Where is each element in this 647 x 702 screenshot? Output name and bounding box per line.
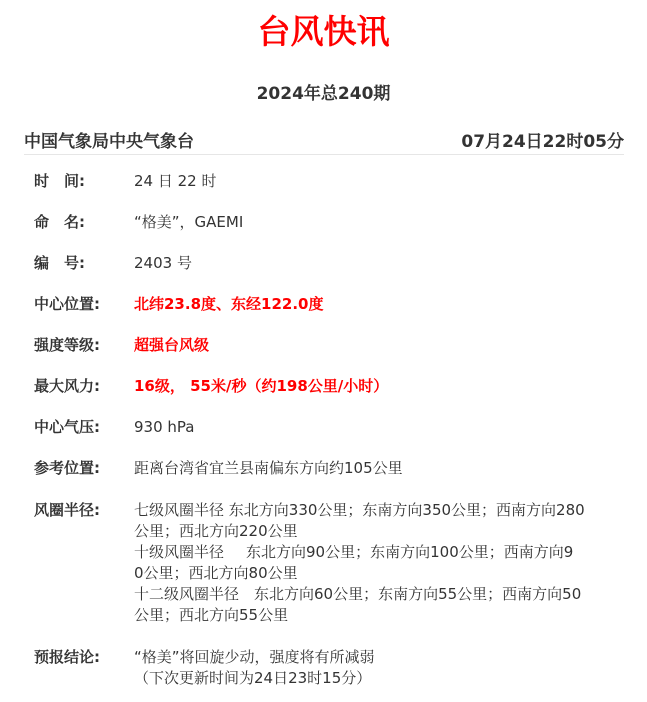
field-number bbox=[34, 253, 614, 274]
field-name bbox=[34, 212, 614, 233]
wind-radius-level-10-values: 东北方向90公里；东南方向100公里；西南方向9 bbox=[246, 543, 574, 561]
wind-radius-level-10: 十级风圈半径 bbox=[134, 543, 225, 561]
field-max-wind bbox=[34, 376, 614, 397]
field-wind-radius-label: 风圈半径: bbox=[34, 501, 100, 519]
field-center-label: 中心位置: bbox=[34, 295, 100, 313]
field-ref-position bbox=[34, 458, 614, 479]
forecast-text: “格美”将回旋少动，强度将有所减弱 bbox=[134, 648, 375, 666]
field-intensity bbox=[34, 335, 614, 356]
wind-radius-line: 七级风圈半径 东北方向330公里；东南方向350公里；西南方向280 bbox=[134, 501, 585, 519]
field-name-label: 命 名: bbox=[34, 213, 85, 231]
wind-radius-line bbox=[134, 542, 614, 563]
field-max-wind-label: 最大风力: bbox=[34, 377, 100, 395]
field-max-wind-value: 16级， 55米/秒（约198公里/小时） bbox=[134, 377, 389, 395]
field-forecast bbox=[34, 647, 614, 689]
field-ref-position-label: 参考位置: bbox=[34, 459, 100, 477]
field-time bbox=[34, 171, 614, 192]
wind-radius-line: 0公里；西北方向80公里 bbox=[134, 564, 298, 582]
field-name-value: “格美”，GAEMI bbox=[134, 213, 244, 231]
divider bbox=[24, 154, 624, 155]
field-intensity-label: 强度等级: bbox=[34, 336, 100, 354]
issue-time: 07月24日22时05分 bbox=[461, 131, 624, 152]
wind-radius-line: 十二级风圈半径 东北方向60公里；东南方向55公里；西南方向50 bbox=[134, 585, 582, 603]
issuer-row bbox=[24, 126, 624, 152]
field-wind-radius-value bbox=[134, 500, 614, 626]
page-title: 台风快讯 bbox=[257, 12, 390, 51]
field-number-value: 2403 号 bbox=[134, 254, 192, 272]
issue-number: 2024年总240期 bbox=[256, 84, 391, 104]
field-time-value: 24 日 22 时 bbox=[134, 172, 217, 190]
field-center-value: 北纬23.8度、东经122.0度 bbox=[134, 295, 324, 313]
field-time-label: 时 间: bbox=[34, 172, 85, 190]
field-pressure-label: 中心气压: bbox=[34, 418, 100, 436]
next-update-text: （下次更新时间为24日23时15分） bbox=[134, 669, 372, 687]
field-pressure bbox=[34, 417, 614, 438]
field-intensity-value: 超强台风级 bbox=[134, 336, 210, 354]
field-forecast-value bbox=[134, 647, 614, 689]
field-center bbox=[34, 294, 614, 315]
field-number-label: 编 号: bbox=[34, 254, 85, 272]
wind-radius-line: 公里；西北方向55公里 bbox=[134, 606, 289, 624]
issuer-name: 中国气象局中央气象台 bbox=[24, 131, 194, 152]
field-ref-position-value: 距离台湾省宜兰县南偏东方向约105公里 bbox=[134, 459, 403, 477]
field-forecast-label: 预报结论: bbox=[34, 648, 100, 666]
wind-radius-line: 公里；西北方向220公里 bbox=[134, 522, 298, 540]
field-pressure-value: 930 hPa bbox=[134, 418, 195, 436]
field-wind-radius bbox=[34, 500, 614, 626]
